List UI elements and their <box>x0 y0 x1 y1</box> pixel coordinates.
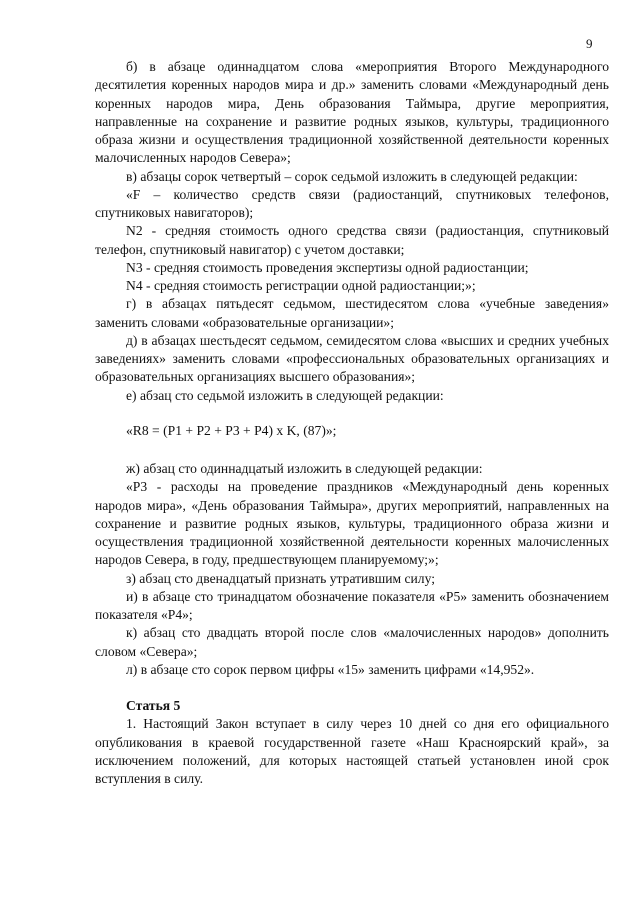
paragraph-n2-definition: N2 - средняя стоимость одного средства связи (радиостанция, спутниковый телефон, спутниковый навигатор) с учетом доставки; <box>95 223 609 257</box>
paragraph-l: л) в абзаце сто сорок первом цифры «15» заменить цифрами «14,952». <box>126 661 535 677</box>
paragraph-e: е) абзац сто седьмой изложить в следующей редакции: <box>126 387 444 403</box>
article-heading: Статья 5 <box>126 698 181 713</box>
paragraph-g: г) в абзацах пятьдесят седьмом, шестидесятом слова «учебные заведения» заменить словами «образовательные организации»; <box>95 296 609 330</box>
paragraph-d: д) в абзацах шестьдесят седьмом, семидесятом слова «высших и средних учебных заведениях» заменить словами «профессиональных образовательных организациях и образовательных организациях высшего образования»; <box>95 332 609 385</box>
paragraph-b: б) в абзаце одиннадцатом слова «мероприятия Второго Международного десятилетия коренных народов мира и др.» заменить словами «Международный день коренных народов мира, День образования Таймыра, другие мероприятия, направленные на сохранение и развитие родных языков, культуры, традиционного образа жизни и осуществления традиционной хозяйственной деятельности коренных малочисленных народов Севера»; <box>95 59 609 166</box>
paragraph-v: в) абзацы сорок четвертый – сорок седьмой изложить в следующей редакции: <box>126 168 578 184</box>
paragraph-p3-definition: «P3 - расходы на проведение праздников «Международный день коренных народов мира», «День образования Таймыра», других мероприятий, направленных на сохранение и развитие родных языков, культуры, традиционного образа жизни и осуществления традиционной хозяйственной деятельности коренных малочисленных народов Севера, в году, предшествующем планируемому;»; <box>95 479 609 568</box>
paragraph-z: з) абзац сто двенадцатый признать утратившим силу; <box>126 570 435 586</box>
formula-r8: «R8 = (P1 + P2 + P3 + P4) x K, (87)»; <box>126 422 337 438</box>
paragraph-n3-definition: N3 - средняя стоимость проведения экспертизы одной радиостанции; <box>126 259 529 275</box>
paragraph-i: и) в абзаце сто тринадцатом обозначение показателя «P5» заменить обозначением показателя «P4»; <box>95 588 609 622</box>
article-paragraph-1: 1. Настоящий Закон вступает в силу через 10 дней со дня его официального опубликования в краевой государственной газете «Наш Красноярский край», за исключением положений, для которых настоящей статьей установлен иной срок вступления в силу. <box>95 716 609 786</box>
paragraph-zh: ж) абзац сто одиннадцатый изложить в следующей редакции: <box>126 461 483 476</box>
page-number: 9 <box>586 36 593 51</box>
document-body <box>95 58 609 788</box>
paragraph-f-definition: «F – количество средств связи (радиостанций, спутниковых телефонов, спутниковых навигаторов); <box>95 186 609 220</box>
paragraph-k: к) абзац сто двадцать второй после слов «малочисленных народов» дополнить словом «Севера»; <box>95 625 609 659</box>
paragraph-n4-definition: N4 - средняя стоимость регистрации одной радиостанции;»; <box>126 278 476 293</box>
